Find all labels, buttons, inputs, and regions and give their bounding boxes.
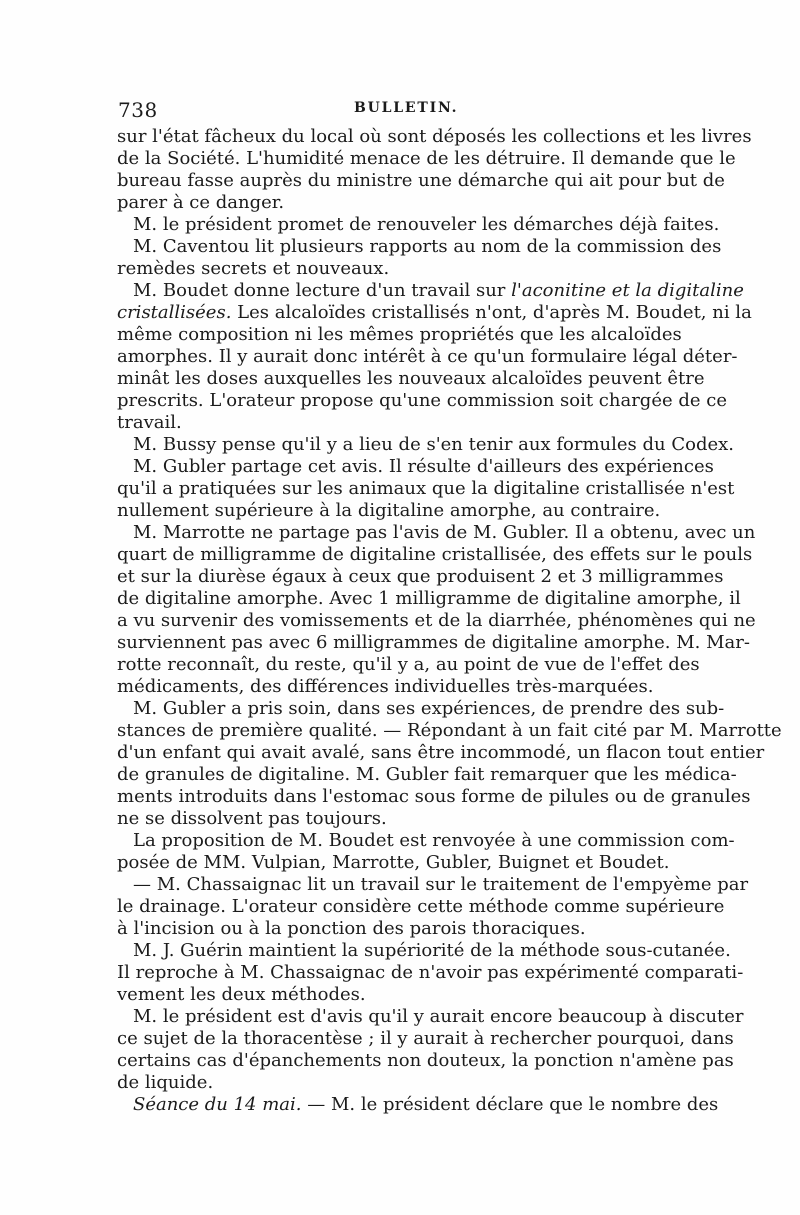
- title-italic: cristallisées.: [117, 302, 232, 323]
- text-line: amorphes. Il y aurait donc intérêt à ce qu'un formulaire légal déter-: [117, 346, 738, 367]
- text-line: qu'il a pratiquées sur les animaux que la digitaline cristallisée n'est: [117, 478, 735, 499]
- text-line: rotte reconnaît, du reste, qu'il y a, au point de vue de l'effet des: [117, 654, 700, 675]
- text-line: bureau fasse auprès du ministre une démarche qui ait pour but de: [117, 170, 725, 191]
- page-number: 738: [118, 98, 158, 122]
- text-line: a vu survenir des vomissements et de la diarrhée, phénomènes qui ne: [117, 610, 756, 631]
- text-line: stances de première qualité. — Répondant à un fait cité par M. Marrotte: [117, 720, 782, 741]
- text-segment: M. Boudet donne lecture d'un travail sur: [133, 280, 506, 301]
- text-line: de granules de digitaline. M. Gubler fait remarquer que les médica-: [117, 764, 737, 785]
- paragraph-start: M. Gubler a pris soin, dans ses expériences, de prendre des sub-: [133, 698, 725, 719]
- text-line: prescrits. L'orateur propose qu'une commission soit chargée de ce: [117, 390, 727, 411]
- paragraph-start: M. Caventou lit plusieurs rapports au nom de la commission des: [133, 236, 722, 257]
- paragraph-start: [117, 280, 744, 302]
- paragraph-start: M. Bussy pense qu'il y a lieu de s'en tenir aux formules du Codex.: [133, 434, 734, 455]
- session-heading-line: [117, 1094, 719, 1116]
- text-line: nullement supérieure à la digitaline amorphe, au contraire.: [117, 500, 661, 521]
- session-date: Séance du 14 mai.: [133, 1094, 302, 1115]
- text-line: certains cas d'épanchements non douteux, la ponction n'amène pas: [117, 1050, 734, 1071]
- paragraph-start: — M. Chassaignac lit un travail sur le traitement de l'empyème par: [133, 874, 749, 895]
- text-line: quart de milligramme de digitaline cristallisée, des effets sur le pouls: [117, 544, 753, 565]
- text-line: surviennent pas avec 6 milligrammes de digitaline amorphe. M. Mar-: [117, 632, 750, 653]
- text-line: Il reproche à M. Chassaignac de n'avoir pas expérimenté comparati-: [117, 962, 744, 983]
- text-line: à l'incision ou à la ponction des parois thoraciques.: [117, 918, 586, 939]
- title-italic: l'aconitine et la digitaline: [511, 280, 744, 301]
- paragraph-start: M. J. Guérin maintient la supériorité de la méthode sous-cutanée.: [133, 940, 731, 961]
- paragraph-start: M. le président promet de renouveler les démarches déjà faites.: [133, 214, 720, 235]
- text-segment: — M. le président déclare que le nombre des: [307, 1094, 719, 1115]
- text-segment: Les alcaloïdes cristallisés n'ont, d'après M. Boudet, ni la: [237, 302, 752, 323]
- text-line: de liquide.: [117, 1072, 214, 1093]
- text-line: remèdes secrets et nouveaux.: [117, 258, 390, 279]
- text-line: vement les deux méthodes.: [117, 984, 366, 1005]
- running-head: BULLETIN.: [354, 100, 459, 116]
- text-line: parer à ce danger.: [117, 192, 285, 213]
- text-line: et sur la diurèse égaux à ceux que produisent 2 et 3 milligrammes: [117, 566, 724, 587]
- text-line: sur l'état fâcheux du local où sont déposés les collections et les livres: [117, 126, 752, 147]
- text-line: médicaments, des différences individuelles très-marquées.: [117, 676, 654, 697]
- paragraph-start: M. Marrotte ne partage pas l'avis de M. Gubler. Il a obtenu, avec un: [133, 522, 756, 543]
- text-line: de digitaline amorphe. Avec 1 milligramme de digitaline amorphe, il: [117, 588, 741, 609]
- text-line: minât les doses auxquelles les nouveaux alcaloïdes peuvent être: [117, 368, 705, 389]
- text-line: le drainage. L'orateur considère cette méthode comme supérieure: [117, 896, 725, 917]
- text-line: travail.: [117, 412, 182, 433]
- text-line: posée de MM. Vulpian, Marrotte, Gubler, Buignet et Boudet.: [117, 852, 670, 873]
- text-line: [117, 302, 752, 324]
- paragraph-start: M. Gubler partage cet avis. Il résulte d'ailleurs des expériences: [133, 456, 714, 477]
- text-line: même composition ni les mêmes propriétés que les alcaloïdes: [117, 324, 682, 345]
- text-line: ne se dissolvent pas toujours.: [117, 808, 387, 829]
- body-text: [117, 126, 782, 1116]
- text-line: d'un enfant qui avait avalé, sans être incommodé, un flacon tout entier: [117, 742, 765, 763]
- text-line: ments introduits dans l'estomac sous forme de pilules ou de granules: [117, 786, 751, 807]
- paragraph-start: La proposition de M. Boudet est renvoyée à une commission com-: [133, 830, 735, 851]
- page-header: [118, 98, 698, 122]
- text-line: ce sujet de la thoracentèse ; il y aurait à rechercher pourquoi, dans: [117, 1028, 734, 1049]
- text-line: de la Société. L'humidité menace de les détruire. Il demande que le: [117, 148, 736, 169]
- paragraph-start: M. le président est d'avis qu'il y aurait encore beaucoup à discuter: [133, 1006, 744, 1027]
